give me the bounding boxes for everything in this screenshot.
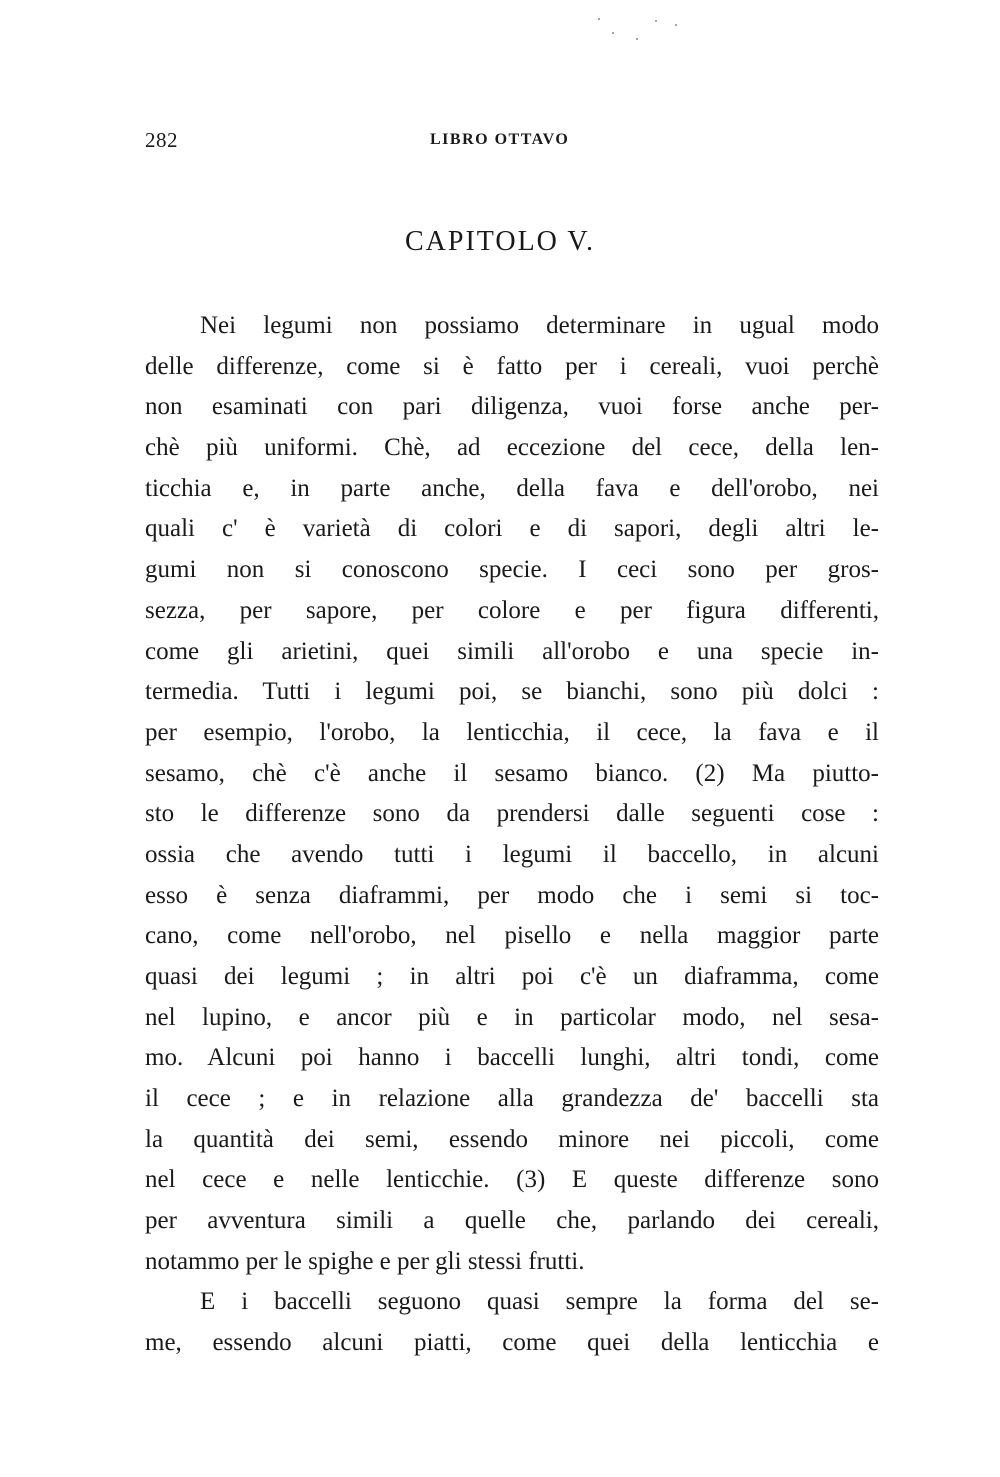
text-line: me, essendo alcuni piatti, come quei della lenticchia e	[145, 1328, 879, 1356]
text-line: mo. Alcuni poi hanno i baccelli lunghi, altri tondi, come	[145, 1044, 879, 1072]
paragraph-2	[145, 1282, 879, 1363]
text-line: E i baccelli seguono quasi sempre la forma del se-	[200, 1288, 879, 1315]
text-line: nel lupino, e ancor più e in particolar modo, nel sesa-	[145, 1003, 879, 1031]
text-line: termedia. Tutti i legumi poi, se bianchi, sono più dolci :	[145, 678, 879, 706]
text-line: sesamo, chè c'è anche il sesamo bianco. (2) Ma piutto-	[145, 759, 879, 787]
text-line: ossia che avendo tutti i legumi il baccello, in alcuni	[145, 840, 879, 868]
text-line: cano, come nell'orobo, nel pisello e nella maggior parte	[145, 922, 879, 950]
text-line: per avventura simili a quelle che, parlando dei cereali,	[145, 1207, 879, 1235]
text-line: la quantità dei semi, essendo minore nei piccoli, come	[145, 1125, 879, 1153]
scan-speck	[675, 24, 677, 26]
text-line: il cece ; e in relazione alla grandezza de' baccelli sta	[145, 1085, 879, 1113]
text-line: per esempio, l'orobo, la lenticchia, il cece, la fava e il	[145, 718, 879, 746]
text-line: chè più uniformi. Chè, ad eccezione del cece, della len-	[145, 434, 879, 462]
page-number: 282	[145, 128, 178, 152]
text-line: delle differenze, come si è fatto per i cereali, vuoi perchè	[145, 352, 879, 380]
text-line: gumi non si conoscono specie. I ceci sono per gros-	[145, 556, 879, 584]
text-line: notammo per le spighe e per gli stessi frutti.	[145, 1247, 585, 1275]
scan-speck	[655, 20, 657, 22]
text-line: nel cece e nelle lenticchie. (3) E queste differenze sono	[145, 1166, 879, 1194]
running-title: LIBRO OTTAVO	[430, 131, 570, 148]
text-line: non esaminati con pari diligenza, vuoi forse anche per-	[145, 393, 879, 421]
text-line: come gli arietini, quei simili all'orobo e una specie in-	[145, 637, 879, 665]
text-line: Nei legumi non possiamo determinare in ugual modo	[200, 312, 879, 339]
scan-speck	[598, 18, 600, 20]
text-line: ticchia e, in parte anche, della fava e dell'orobo, nei	[145, 474, 879, 502]
chapter-title: CAPITOLO V.	[404, 226, 596, 257]
text-line: quasi dei legumi ; in altri poi c'è un diaframma, come	[145, 963, 879, 990]
text-line: esso è senza diaframmi, per modo che i semi si toc-	[145, 881, 879, 909]
scan-speck	[636, 38, 638, 40]
text-line: sto le differenze sono da prendersi dalle seguenti cose :	[145, 800, 879, 828]
text-line: sezza, per sapore, per colore e per figura differenti,	[145, 596, 879, 624]
scan-speck	[612, 32, 614, 34]
paragraph-1	[145, 306, 879, 1283]
text-line: quali c' è varietà di colori e di sapori, degli altri le-	[145, 515, 879, 543]
